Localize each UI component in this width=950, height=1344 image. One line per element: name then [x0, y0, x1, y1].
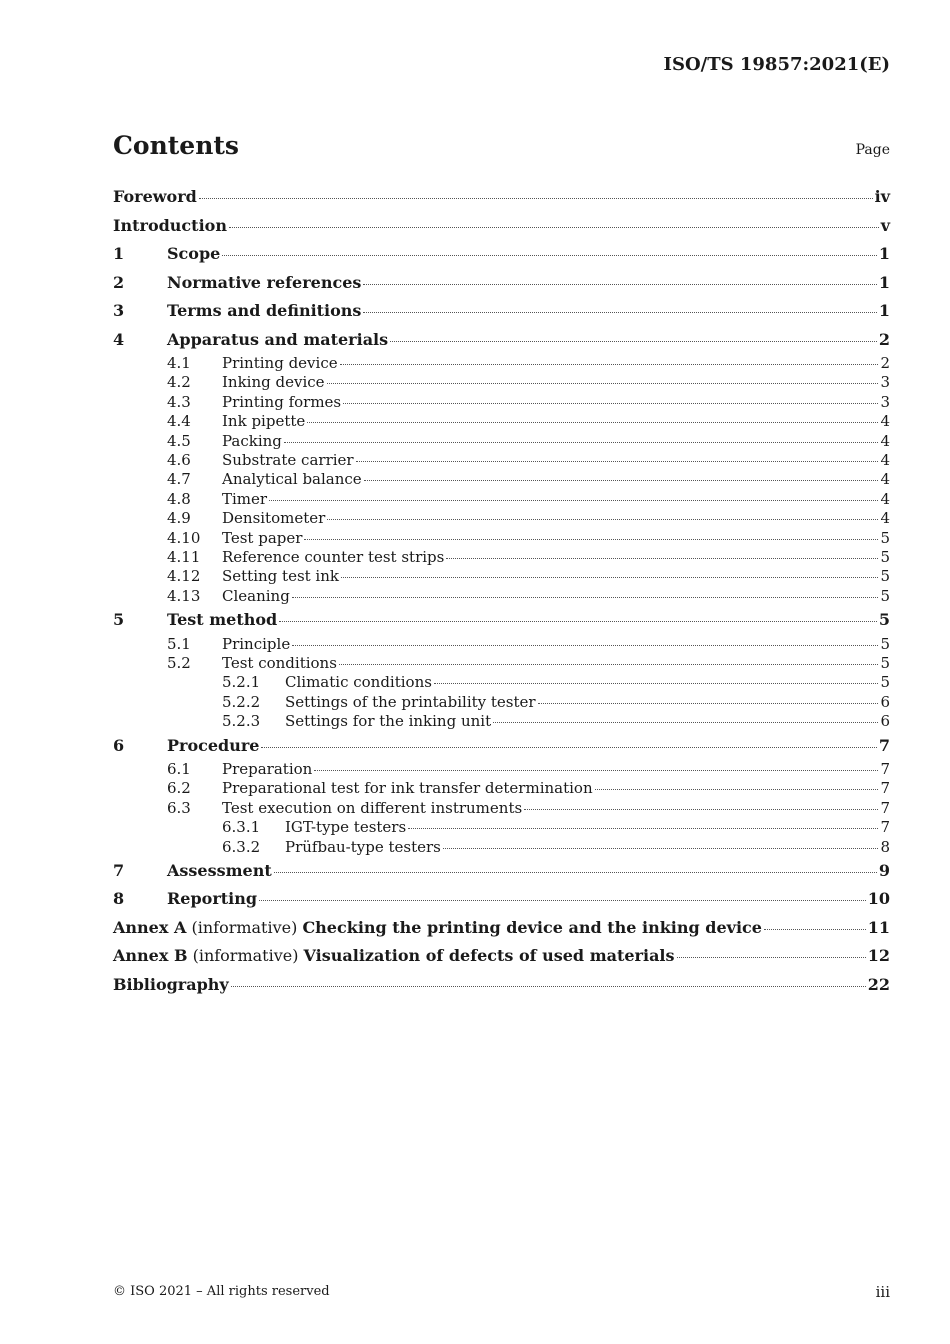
toc-dot-leader [261, 747, 876, 748]
toc-subsection-link[interactable] [113, 470, 890, 489]
toc-section-link[interactable] [113, 857, 890, 886]
toc-dot-leader [259, 900, 866, 901]
toc-dot-leader [434, 683, 879, 684]
toc-entry-title: Procedure [167, 735, 260, 755]
toc-entry-title: Analytical balance [222, 470, 362, 489]
toc-entry-title: Densitometer [222, 509, 326, 528]
toc-entry-title: Assessment [167, 860, 272, 880]
toc-entry-number: 4.7 [167, 470, 191, 489]
toc-entry-number: 6.3.2 [222, 837, 261, 856]
toc-entry-title: Printing formes [222, 392, 342, 411]
toc-dot-leader [764, 929, 866, 930]
toc-subsection-link[interactable] [113, 354, 890, 373]
toc-dot-leader [292, 645, 878, 646]
toc-page-number: 5 [880, 673, 890, 692]
toc-dot-leader [269, 500, 878, 501]
toc-dot-leader [677, 957, 866, 958]
toc-page-number: 3 [880, 392, 890, 411]
toc-dot-leader [292, 597, 879, 598]
toc-entry-title: Foreword [113, 187, 197, 206]
toc-entry-number: 4.2 [167, 373, 191, 392]
toc-subsubsection-link[interactable] [113, 838, 890, 857]
toc-entry-number: 2 [113, 272, 125, 292]
toc-subsubsection-link[interactable] [113, 712, 890, 731]
toc-dot-leader [493, 722, 878, 723]
toc-dot-leader [363, 284, 876, 285]
toc-entry-title: Normative references [167, 272, 362, 292]
toc-entry-number: 4.13 [167, 586, 201, 605]
toc-entry-number: 4.3 [167, 392, 191, 411]
toc-entry-title: Bibliography [113, 974, 229, 994]
toc-page-number: 5 [880, 586, 890, 605]
toc-dot-leader [443, 848, 879, 849]
toc-entry-title: Scope [167, 244, 221, 263]
toc-page-number: 2 [880, 354, 890, 372]
toc-section-link[interactable] [113, 212, 890, 241]
toc-page-number: 1 [878, 301, 890, 320]
toc-entry-number: 4 [113, 329, 125, 349]
toc-entry-title: Printing device [222, 354, 338, 372]
toc-page-number: 6 [880, 712, 890, 731]
toc-entry-number: 5.1 [167, 634, 191, 653]
toc-page-number: 1 [878, 272, 890, 292]
toc-dot-leader [538, 703, 879, 704]
toc-dot-leader [356, 461, 879, 462]
annex-type: (informative) [187, 946, 304, 966]
toc-entry-title: Reference counter test strips [222, 547, 445, 566]
toc-page-number: 7 [880, 818, 890, 837]
toc-entry-number: 5 [113, 610, 125, 630]
toc-entry-title: Inking device [222, 373, 325, 392]
toc-dot-leader [363, 312, 876, 313]
toc-entry-number: 4.11 [167, 547, 201, 566]
toc-entry-number: 6.3.1 [222, 818, 261, 837]
toc-subsection-link[interactable] [113, 654, 890, 673]
toc-subsubsection-link[interactable] [113, 673, 890, 692]
toc-subsection-link[interactable] [113, 393, 890, 412]
toc-subsection-link[interactable] [113, 799, 890, 818]
toc-page-number: 7 [880, 760, 890, 779]
toc-entry-title: Test execution on different instruments [222, 798, 523, 817]
toc-subsection-link[interactable] [113, 509, 890, 528]
toc-dot-leader [231, 986, 866, 987]
toc-subsection-link[interactable] [113, 373, 890, 392]
toc-page-number: 12 [867, 946, 890, 966]
toc-page-number: 10 [867, 889, 890, 909]
toc-page-number: 7 [878, 735, 890, 755]
toc-subsection-link[interactable] [113, 779, 890, 798]
toc-dot-leader [340, 364, 879, 365]
toc-page-number: 5 [880, 528, 890, 547]
toc-subsection-link[interactable] [113, 529, 890, 548]
toc-subsection-link[interactable] [113, 760, 890, 779]
toc-entry-number: 4.4 [167, 412, 191, 431]
toc-entry-number: 1 [113, 244, 125, 263]
toc-page-number: 7 [880, 798, 890, 817]
toc-entry-title: Test conditions [222, 653, 337, 672]
annex-title: Visualization of defects of used materials [303, 946, 675, 966]
toc-subsection-link[interactable] [113, 635, 890, 654]
standard-identifier: ISO/TS 19857:2021(E) [663, 54, 890, 75]
toc-entry-title: Cleaning [222, 586, 290, 605]
toc-entry-number: 6.1 [167, 760, 191, 779]
page-column-label: Page [855, 142, 890, 158]
toc-section-link[interactable] [113, 942, 890, 971]
toc-entry-number: 4.1 [167, 354, 191, 372]
toc-entry-title: Preparational test for ink transfer determination [222, 779, 593, 798]
toc-dot-leader [339, 664, 879, 665]
toc-dot-leader [327, 519, 878, 520]
toc-dot-leader [307, 422, 878, 423]
toc-entry-number: 6.2 [167, 779, 191, 798]
page-number: iii [875, 1283, 890, 1301]
toc-entry-title: Principle [222, 634, 291, 653]
toc-entry-number: 4.6 [167, 450, 191, 469]
toc-dot-leader [199, 198, 873, 199]
toc-page-number: 8 [880, 837, 890, 856]
table-of-contents [113, 183, 890, 999]
toc-dot-leader [279, 621, 877, 622]
toc-page-number: 5 [880, 567, 890, 586]
toc-entry-number: 5.2.3 [222, 712, 261, 731]
toc-page-number: 3 [880, 373, 890, 392]
toc-entry-title: Prüfbau-type testers [285, 837, 441, 856]
toc-section-link[interactable] [113, 885, 890, 914]
toc-entry-title: Setting test ink [222, 567, 339, 586]
toc-page-number: 4 [880, 450, 890, 469]
toc-entry-number: 6 [113, 735, 125, 755]
toc-subsection-link[interactable] [113, 432, 890, 451]
toc-dot-leader [327, 383, 879, 384]
toc-entry-title: Timer [222, 489, 268, 508]
toc-entry-number: 4.5 [167, 431, 191, 450]
toc-entry-number: 4.12 [167, 567, 201, 586]
toc-entry-number: 4.8 [167, 489, 191, 508]
toc-section-link[interactable] [113, 606, 890, 635]
toc-entry-title: Packing [222, 431, 282, 450]
toc-page-number: 4 [880, 509, 890, 528]
toc-section-link[interactable] [113, 914, 890, 943]
toc-dot-leader [222, 255, 877, 256]
toc-section-link[interactable] [113, 297, 890, 326]
toc-page-number: 5 [880, 547, 890, 566]
toc-page-number: 5 [878, 610, 890, 630]
toc-subsection-link[interactable] [113, 490, 890, 509]
toc-section-link[interactable] [113, 732, 890, 761]
toc-page-number: 4 [880, 431, 890, 450]
toc-entry-number: 4.9 [167, 509, 191, 528]
toc-subsection-link[interactable] [113, 587, 890, 606]
copyright-notice: © ISO 2021 – All rights reserved [113, 1284, 330, 1299]
annex-label: Annex A [113, 917, 187, 937]
toc-dot-leader [284, 442, 879, 443]
toc-subsection-link[interactable] [113, 548, 890, 567]
toc-dot-leader [446, 558, 878, 559]
toc-entry-title: Settings for the inking unit [285, 712, 492, 731]
toc-entry-title: Apparatus and materials [167, 329, 389, 349]
contents-heading: Contents [113, 131, 240, 160]
toc-entry-title: Test method [167, 610, 278, 630]
toc-page-number: 2 [878, 329, 890, 349]
toc-entry-title: Reporting [167, 889, 258, 909]
toc-dot-leader [229, 227, 879, 228]
toc-entry-title: Preparation [222, 760, 313, 779]
toc-dot-leader [343, 403, 878, 404]
toc-subsection-link[interactable] [113, 567, 890, 586]
toc-entry-number: 7 [113, 860, 125, 880]
toc-dot-leader [595, 789, 879, 790]
toc-subsection-link[interactable] [113, 412, 890, 431]
toc-entry-title: Ink pipette [222, 412, 306, 431]
toc-page-number: 7 [880, 779, 890, 798]
toc-entry-number: 8 [113, 889, 125, 909]
annex-label: Annex B [113, 946, 188, 966]
toc-dot-leader [364, 480, 879, 481]
annex-title: Checking the printing device and the inking device [302, 917, 762, 937]
toc-dot-leader [314, 770, 878, 771]
toc-entry-title: Introduction [113, 215, 227, 235]
toc-dot-leader [274, 872, 877, 873]
toc-entry-number: 5.2.1 [222, 673, 261, 692]
toc-page-number: 1 [878, 244, 890, 263]
toc-subsection-link[interactable] [113, 451, 890, 470]
toc-section-link[interactable] [113, 971, 890, 1000]
toc-subsubsection-link[interactable] [113, 693, 890, 712]
toc-entry-title: Settings of the printability tester [285, 692, 536, 711]
toc-page-number: iv [874, 187, 890, 206]
toc-page-number: 6 [880, 692, 890, 711]
toc-entry-title: Terms and definitions [167, 301, 362, 320]
toc-entry-title: Substrate carrier [222, 450, 354, 469]
toc-entry-title: IGT-type testers [285, 818, 407, 837]
annex-type: (informative) [186, 917, 303, 937]
toc-entry-title: Climatic conditions [285, 673, 432, 692]
toc-page-number: v [880, 215, 890, 235]
toc-entry-number: 4.10 [167, 528, 201, 547]
toc-dot-leader [408, 828, 878, 829]
toc-entry-number: 3 [113, 301, 125, 320]
toc-section-link[interactable] [113, 269, 890, 298]
toc-page-number: 5 [880, 653, 890, 672]
toc-entry-number: 5.2 [167, 653, 191, 672]
toc-entry-title [113, 914, 762, 943]
toc-page-number: 5 [880, 634, 890, 653]
toc-dot-leader [304, 539, 878, 540]
toc-entry-title: Test paper [222, 528, 303, 547]
toc-page-number: 11 [867, 917, 890, 937]
toc-page-number: 22 [867, 974, 890, 994]
toc-entry-title [113, 942, 675, 971]
toc-section-link[interactable] [113, 326, 890, 355]
toc-entry-number: 6.3 [167, 798, 191, 817]
toc-subsubsection-link[interactable] [113, 818, 890, 837]
toc-page-number: 4 [880, 489, 890, 508]
toc-dot-leader [390, 341, 877, 342]
toc-page-number: 4 [880, 412, 890, 431]
toc-dot-leader [524, 809, 878, 810]
toc-section-link[interactable] [113, 240, 890, 269]
toc-page-number: 9 [878, 860, 890, 880]
toc-section-link[interactable] [113, 183, 890, 212]
toc-dot-leader [341, 577, 878, 578]
toc-entry-number: 5.2.2 [222, 692, 261, 711]
toc-page-number: 4 [880, 470, 890, 489]
